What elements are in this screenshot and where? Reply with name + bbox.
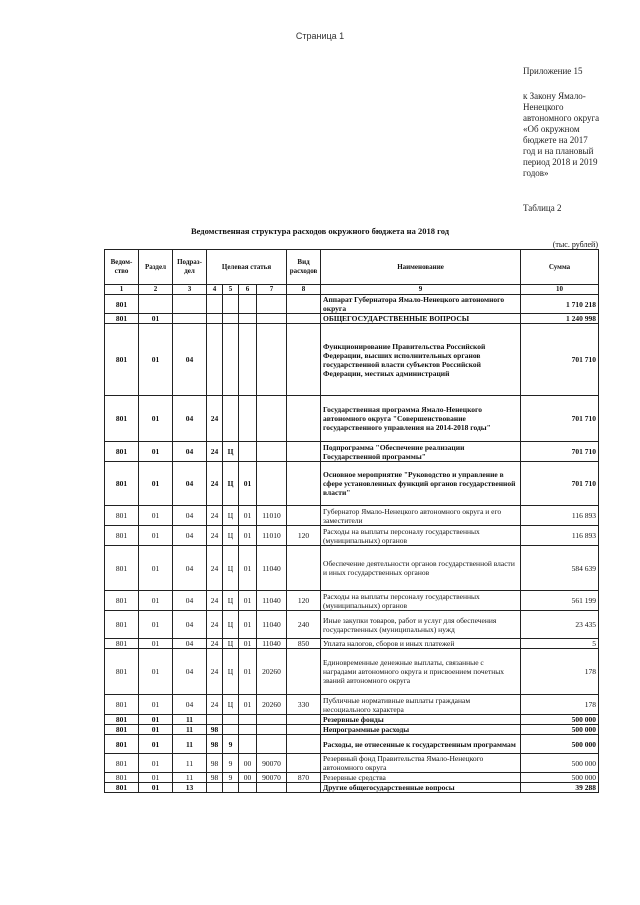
cell-vid-rashodov: 120: [287, 526, 321, 546]
cell-direction: 11040: [257, 591, 287, 611]
table-row: [105, 639, 599, 649]
cell-program: 98: [207, 725, 223, 735]
cell-direction: [257, 715, 287, 725]
column-numbers-row: [105, 285, 599, 295]
document-title: Ведомственная структура расходов окружного бюджета на 2018 год: [190, 226, 450, 236]
cell-vid-rashodov: [287, 442, 321, 462]
cell-razdel: 01: [139, 715, 173, 725]
column-number: 9: [321, 285, 521, 295]
cell-program: [207, 295, 223, 314]
cell-razdel: 01: [139, 314, 173, 324]
cell-activity: 01: [239, 506, 257, 526]
cell-podrazdel: 04: [173, 324, 207, 396]
cell-summa: 1 710 218: [521, 295, 599, 314]
cell-podrazdel: 04: [173, 649, 207, 695]
table-row: [105, 396, 599, 442]
cell-naimenovanie: Публичные нормативные выплаты гражданам несоциального характера: [321, 695, 521, 715]
cell-vid-rashodov: [287, 735, 321, 754]
cell-razdel: 01: [139, 526, 173, 546]
cell-subprogram: Ц: [223, 611, 239, 639]
header-celevaya-statya: Целевая статья: [207, 250, 287, 285]
cell-vedomstvo: 801: [105, 396, 139, 442]
cell-vedomstvo: 801: [105, 526, 139, 546]
appendix-block: [523, 66, 618, 179]
page-label: Страница 1: [295, 31, 345, 41]
cell-naimenovanie: Подпрограмма "Обеспечение реализации Государственной программы": [321, 442, 521, 462]
cell-vid-rashodov: [287, 783, 321, 793]
cell-subprogram: [223, 725, 239, 735]
cell-direction: 11040: [257, 546, 287, 591]
cell-naimenovanie: Резервный фонд Правительства Ямало-Ненецкого автономного округа: [321, 754, 521, 773]
column-number: 5: [223, 285, 239, 295]
cell-program: 98: [207, 773, 223, 783]
cell-vedomstvo: 801: [105, 695, 139, 715]
cell-razdel: 01: [139, 506, 173, 526]
units-label: (тыс. рублей): [552, 240, 598, 249]
cell-podrazdel: 11: [173, 725, 207, 735]
cell-direction: [257, 324, 287, 396]
cell-activity: 00: [239, 773, 257, 783]
cell-summa: 701 710: [521, 462, 599, 506]
cell-program: 24: [207, 649, 223, 695]
cell-naimenovanie: Расходы на выплаты персоналу государственных (муниципальных) органов: [321, 526, 521, 546]
cell-subprogram: 9: [223, 754, 239, 773]
cell-direction: [257, 725, 287, 735]
cell-program: [207, 324, 223, 396]
cell-summa: 561 199: [521, 591, 599, 611]
cell-activity: [239, 314, 257, 324]
cell-naimenovanie: Единовременные денежные выплаты, связанные с наградами автономного округа и присвоением почетных званий автономного округа: [321, 649, 521, 695]
cell-direction: 11040: [257, 611, 287, 639]
cell-activity: 01: [239, 526, 257, 546]
cell-vedomstvo: 801: [105, 462, 139, 506]
cell-vid-rashodov: [287, 754, 321, 773]
cell-direction: [257, 462, 287, 506]
cell-naimenovanie: Непрограммные расходы: [321, 725, 521, 735]
cell-activity: [239, 324, 257, 396]
cell-vid-rashodov: [287, 324, 321, 396]
table-label: Таблица 2: [523, 203, 562, 213]
table-body: [105, 295, 599, 793]
cell-summa: 116 893: [521, 506, 599, 526]
cell-razdel: 01: [139, 735, 173, 754]
cell-activity: [239, 735, 257, 754]
table-row: [105, 314, 599, 324]
table-row: [105, 695, 599, 715]
cell-podrazdel: 04: [173, 396, 207, 442]
table-row: [105, 506, 599, 526]
cell-naimenovanie: Обеспечение деятельности органов государственной власти и иных государственных органов: [321, 546, 521, 591]
cell-subprogram: [223, 295, 239, 314]
cell-subprogram: [223, 314, 239, 324]
cell-vedomstvo: 801: [105, 754, 139, 773]
cell-vid-rashodov: [287, 715, 321, 725]
cell-subprogram: 9: [223, 773, 239, 783]
cell-summa: 500 000: [521, 773, 599, 783]
cell-podrazdel: [173, 295, 207, 314]
cell-razdel: 01: [139, 695, 173, 715]
cell-program: [207, 715, 223, 725]
cell-subprogram: [223, 396, 239, 442]
cell-vedomstvo: 801: [105, 442, 139, 462]
cell-vid-rashodov: 850: [287, 639, 321, 649]
cell-subprogram: 9: [223, 735, 239, 754]
cell-razdel: 01: [139, 754, 173, 773]
cell-summa: 5: [521, 639, 599, 649]
cell-vid-rashodov: 330: [287, 695, 321, 715]
cell-podrazdel: 04: [173, 526, 207, 546]
cell-direction: [257, 295, 287, 314]
cell-vedomstvo: 801: [105, 506, 139, 526]
cell-subprogram: Ц: [223, 695, 239, 715]
cell-podrazdel: 04: [173, 506, 207, 526]
table-row: [105, 611, 599, 639]
cell-podrazdel: 04: [173, 695, 207, 715]
cell-direction: [257, 735, 287, 754]
cell-direction: 90070: [257, 773, 287, 783]
cell-vid-rashodov: [287, 295, 321, 314]
cell-razdel: 01: [139, 783, 173, 793]
cell-naimenovanie: Резервные фонды: [321, 715, 521, 725]
cell-naimenovanie: ОБЩЕГОСУДАРСТВЕННЫЕ ВОПРОСЫ: [321, 314, 521, 324]
cell-activity: [239, 396, 257, 442]
header-podrazdel: Подраз-дел: [173, 250, 207, 285]
cell-podrazdel: 04: [173, 546, 207, 591]
cell-summa: 500 000: [521, 725, 599, 735]
cell-activity: 01: [239, 591, 257, 611]
cell-program: 24: [207, 611, 223, 639]
cell-vedomstvo: 801: [105, 735, 139, 754]
cell-vedomstvo: 801: [105, 725, 139, 735]
cell-direction: 11010: [257, 526, 287, 546]
cell-razdel: [139, 295, 173, 314]
cell-razdel: 01: [139, 773, 173, 783]
cell-naimenovanie: Расходы, не отнесенные к государственным программам: [321, 735, 521, 754]
cell-summa: 500 000: [521, 754, 599, 773]
header-vid-rashodov: Вид расходов: [287, 250, 321, 285]
cell-vid-rashodov: [287, 546, 321, 591]
appendix-law-reference: к Закону Ямало- Ненецкого автономного округа «Об окружном бюджете на 2017 год и на плановый период 2018 и 2019 годов»: [523, 91, 600, 178]
cell-vid-rashodov: [287, 314, 321, 324]
cell-podrazdel: 04: [173, 442, 207, 462]
cell-activity: [239, 783, 257, 793]
cell-program: 98: [207, 735, 223, 754]
table-row: [105, 754, 599, 773]
cell-program: 24: [207, 506, 223, 526]
cell-podrazdel: 04: [173, 591, 207, 611]
budget-table: [104, 249, 599, 793]
cell-summa: 178: [521, 695, 599, 715]
cell-program: 98: [207, 754, 223, 773]
cell-vedomstvo: 801: [105, 611, 139, 639]
cell-summa: 584 639: [521, 546, 599, 591]
column-number: 2: [139, 285, 173, 295]
table-row: [105, 783, 599, 793]
header-razdel: Раздел: [139, 250, 173, 285]
cell-razdel: 01: [139, 639, 173, 649]
cell-vedomstvo: 801: [105, 591, 139, 611]
cell-naimenovanie: Резервные средства: [321, 773, 521, 783]
cell-subprogram: Ц: [223, 546, 239, 591]
cell-direction: 11010: [257, 506, 287, 526]
cell-direction: 11040: [257, 639, 287, 649]
cell-subprogram: Ц: [223, 526, 239, 546]
cell-razdel: 01: [139, 611, 173, 639]
cell-activity: 01: [239, 546, 257, 591]
cell-podrazdel: 11: [173, 735, 207, 754]
cell-razdel: 01: [139, 442, 173, 462]
cell-summa: 23 435: [521, 611, 599, 639]
cell-program: 24: [207, 695, 223, 715]
cell-program: 24: [207, 462, 223, 506]
cell-program: 24: [207, 526, 223, 546]
cell-summa: 1 240 998: [521, 314, 599, 324]
cell-naimenovanie: Расходы на выплаты персоналу государственных (муниципальных) органов: [321, 591, 521, 611]
column-number: 6: [239, 285, 257, 295]
cell-summa: 701 710: [521, 324, 599, 396]
header-naimenovanie: Наименование: [321, 250, 521, 285]
cell-activity: 01: [239, 462, 257, 506]
cell-activity: 01: [239, 639, 257, 649]
cell-podrazdel: 04: [173, 462, 207, 506]
cell-razdel: 01: [139, 591, 173, 611]
cell-subprogram: Ц: [223, 506, 239, 526]
cell-summa: 116 893: [521, 526, 599, 546]
cell-razdel: 01: [139, 324, 173, 396]
cell-podrazdel: 04: [173, 639, 207, 649]
cell-vid-rashodov: [287, 725, 321, 735]
cell-activity: [239, 725, 257, 735]
table-row: [105, 324, 599, 396]
cell-summa: 39 288: [521, 783, 599, 793]
cell-podrazdel: [173, 314, 207, 324]
cell-direction: [257, 442, 287, 462]
cell-activity: 01: [239, 695, 257, 715]
cell-subprogram: [223, 783, 239, 793]
cell-naimenovanie: Другие общегосударственные вопросы: [321, 783, 521, 793]
cell-activity: [239, 715, 257, 725]
cell-razdel: 01: [139, 725, 173, 735]
cell-program: 24: [207, 546, 223, 591]
cell-naimenovanie: Функционирование Правительства Российской Федерации, высших исполнительных органов государственной власти субъектов Российской Федерации, местных администраций: [321, 324, 521, 396]
cell-vedomstvo: 801: [105, 649, 139, 695]
cell-summa: 701 710: [521, 442, 599, 462]
cell-summa: 178: [521, 649, 599, 695]
cell-subprogram: Ц: [223, 591, 239, 611]
cell-vid-rashodov: 240: [287, 611, 321, 639]
cell-direction: 20260: [257, 695, 287, 715]
table-row: [105, 526, 599, 546]
cell-vedomstvo: 801: [105, 295, 139, 314]
column-number: 3: [173, 285, 207, 295]
cell-naimenovanie: Аппарат Губернатора Ямало-Ненецкого автономного округа: [321, 295, 521, 314]
cell-podrazdel: 11: [173, 754, 207, 773]
header-row: [105, 250, 599, 285]
cell-naimenovanie: Уплата налогов, сборов и иных платежей: [321, 639, 521, 649]
cell-razdel: 01: [139, 546, 173, 591]
cell-program: [207, 783, 223, 793]
cell-subprogram: Ц: [223, 649, 239, 695]
cell-razdel: 01: [139, 396, 173, 442]
cell-direction: [257, 396, 287, 442]
table-row: [105, 715, 599, 725]
cell-vedomstvo: 801: [105, 783, 139, 793]
column-number: 4: [207, 285, 223, 295]
cell-direction: 90070: [257, 754, 287, 773]
cell-summa: 701 710: [521, 396, 599, 442]
column-number: 7: [257, 285, 287, 295]
cell-activity: [239, 295, 257, 314]
cell-vid-rashodov: [287, 462, 321, 506]
table-row: [105, 735, 599, 754]
cell-vid-rashodov: 120: [287, 591, 321, 611]
cell-vedomstvo: 801: [105, 639, 139, 649]
cell-naimenovanie: Государственная программа Ямало-Ненецкого автономного округа "Совершенствование государственного управления на 2014-2018 годы": [321, 396, 521, 442]
cell-program: [207, 314, 223, 324]
cell-summa: 500 000: [521, 715, 599, 725]
cell-vedomstvo: 801: [105, 324, 139, 396]
cell-direction: [257, 783, 287, 793]
cell-activity: 00: [239, 754, 257, 773]
cell-vid-rashodov: [287, 649, 321, 695]
cell-direction: 20260: [257, 649, 287, 695]
table-row: [105, 546, 599, 591]
cell-naimenovanie: Губернатор Ямало-Ненецкого автономного округа и его заместители: [321, 506, 521, 526]
column-number: 8: [287, 285, 321, 295]
cell-program: 24: [207, 639, 223, 649]
cell-naimenovanie: Иные закупки товаров, работ и услуг для обеспечения государственных (муниципальных) нужд: [321, 611, 521, 639]
column-number: 10: [521, 285, 599, 295]
table-row: [105, 649, 599, 695]
table-row: [105, 725, 599, 735]
cell-subprogram: Ц: [223, 442, 239, 462]
header-summa: Сумма: [521, 250, 599, 285]
table-row: [105, 462, 599, 506]
cell-program: 24: [207, 591, 223, 611]
cell-podrazdel: 13: [173, 783, 207, 793]
table-row: [105, 773, 599, 783]
cell-direction: [257, 314, 287, 324]
cell-naimenovanie: Основное мероприятие "Руководство и управление в сфере установленных функций органов государственной власти": [321, 462, 521, 506]
cell-activity: 01: [239, 649, 257, 695]
cell-summa: 500 000: [521, 735, 599, 754]
cell-podrazdel: 11: [173, 773, 207, 783]
cell-activity: [239, 442, 257, 462]
cell-vedomstvo: 801: [105, 546, 139, 591]
appendix-number: Приложение 15: [523, 66, 583, 76]
cell-razdel: 01: [139, 649, 173, 695]
table-row: [105, 591, 599, 611]
table-row: [105, 442, 599, 462]
cell-vedomstvo: 801: [105, 773, 139, 783]
cell-subprogram: [223, 715, 239, 725]
cell-vedomstvo: 801: [105, 314, 139, 324]
cell-activity: 01: [239, 611, 257, 639]
cell-podrazdel: 04: [173, 611, 207, 639]
cell-subprogram: Ц: [223, 462, 239, 506]
cell-subprogram: Ц: [223, 639, 239, 649]
cell-vid-rashodov: 870: [287, 773, 321, 783]
column-number: 1: [105, 285, 139, 295]
header-vedomstvo: Ведом-ство: [105, 250, 139, 285]
cell-vid-rashodov: [287, 506, 321, 526]
table-row: [105, 295, 599, 314]
cell-razdel: 01: [139, 462, 173, 506]
cell-podrazdel: 11: [173, 715, 207, 725]
cell-program: 24: [207, 396, 223, 442]
cell-vedomstvo: 801: [105, 715, 139, 725]
cell-vid-rashodov: [287, 396, 321, 442]
cell-program: 24: [207, 442, 223, 462]
cell-subprogram: [223, 324, 239, 396]
